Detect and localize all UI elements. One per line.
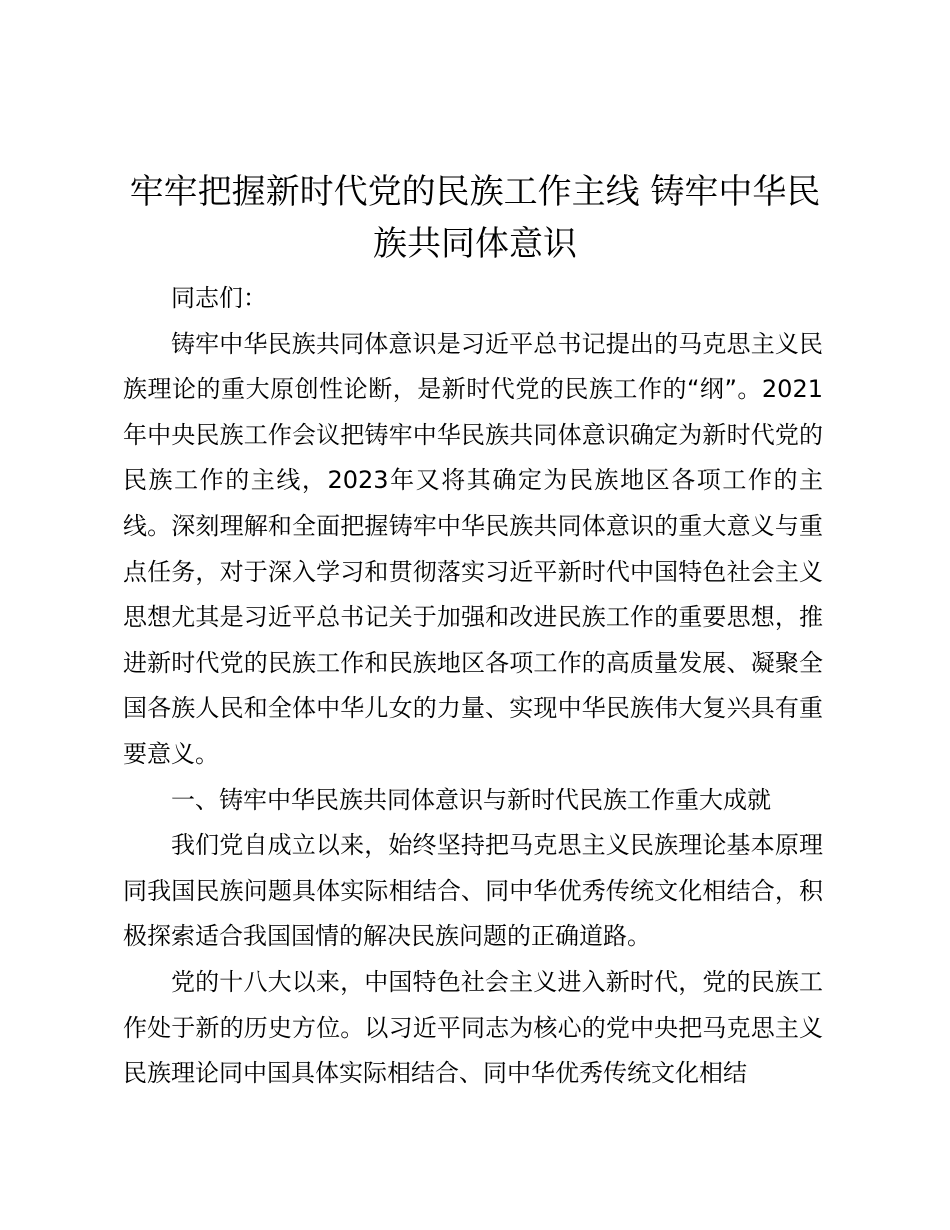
- paragraph-intro: 铸牢中华民族共同体意识是习近平总书记提出的马克思主义民族理论的重大原创性论断，是新时代党的民族工作的“纲”。2021年中央民族工作会议把铸牢中华民族共同体意识确定为新时代党的民族工作的主线，2023年又将其确定为民族地区各项工作的主线。深刻理解和全面把握铸牢中华民族共同体意识的重大意义与重点任务，对于深入学习和贯彻落实习近平新时代中国特色社会主义思想尤其是习近平总书记关于加强和改进民族工作的重要思想，推进新时代党的民族工作和民族地区各项工作的高质量发展、凝聚全国各族人民和全体中华儿女的力量、实现中华民族伟大复兴具有重要意义。: [123, 329, 823, 768]
- salutation: 同志们：: [171, 284, 267, 312]
- document-title: 牢牢把握新时代党的民族工作主线 铸牢中华民族共同体意识: [129, 172, 821, 264]
- paragraph-party-history: 我们党自成立以来，始终坚持把马克思主义民族理论基本原理同我国民族问题具体实际相结合、同中华优秀传统文化相结合，积极探索适合我国国情的解决民族问题的正确道路。: [123, 831, 823, 951]
- section-heading-1: 一、铸牢中华民族共同体意识与新时代民族工作重大成就: [171, 785, 771, 814]
- document-body: [123, 276, 823, 1097]
- paragraph-new-era: 党的十八大以来，中国特色社会主义进入新时代，党的民族工作处于新的历史方位。以习近平同志为核心的党中央把马克思主义民族理论同中国具体实际相结合、同中华优秀传统文化相结: [123, 967, 823, 1088]
